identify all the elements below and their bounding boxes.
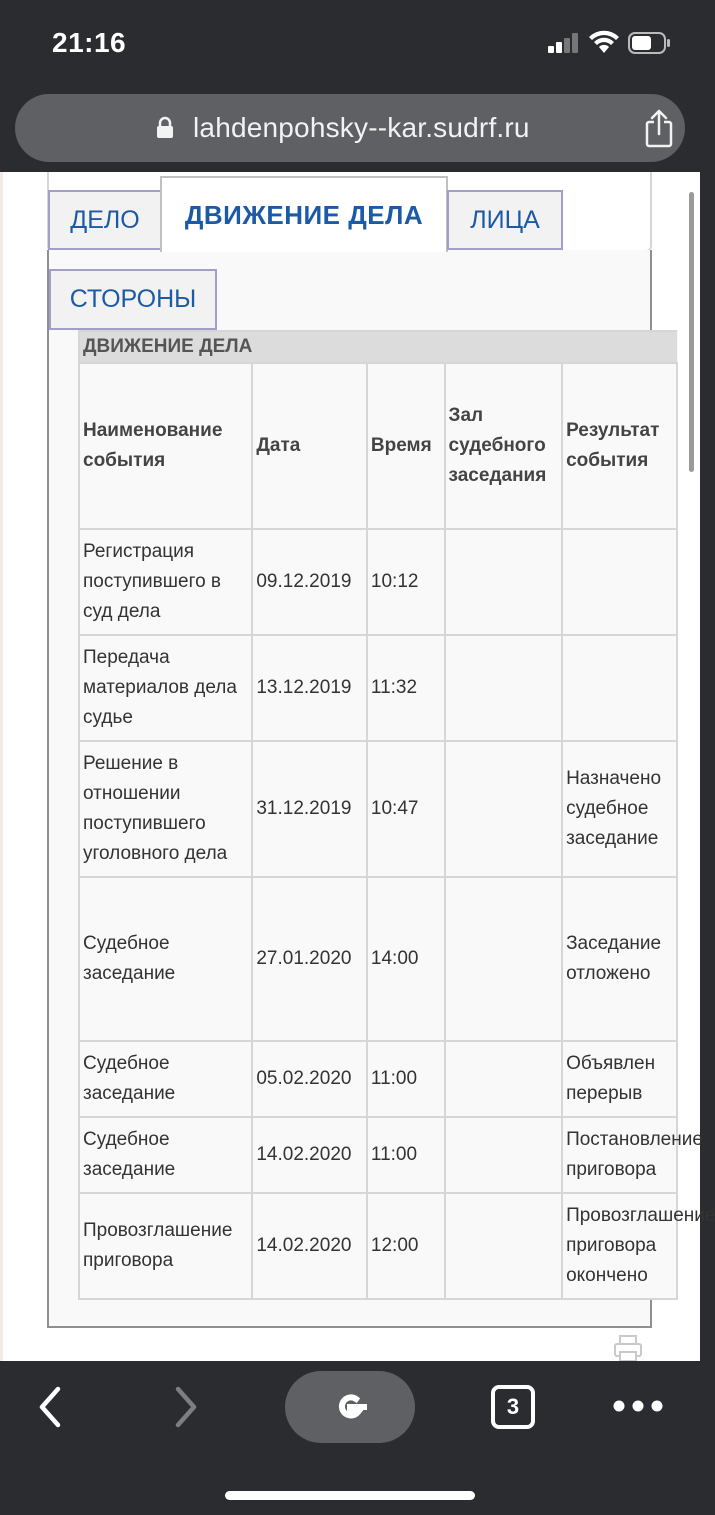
- cell-event: Решение в отношении поступившего уголовного дела: [79, 741, 252, 877]
- cell-hall: [445, 877, 563, 1041]
- cell-time: 11:00: [367, 1041, 445, 1117]
- cell-result: Объявлен перерыв: [562, 1041, 677, 1117]
- cell-hall: [445, 1117, 563, 1193]
- battery-icon: [628, 31, 672, 55]
- cell-result: [562, 529, 677, 635]
- share-icon[interactable]: [643, 108, 675, 148]
- cell-result: Заседание отложено: [562, 877, 677, 1041]
- cell-hall: [445, 635, 563, 741]
- scrollbar-thumb[interactable]: [689, 192, 694, 472]
- back-icon[interactable]: [34, 1385, 66, 1429]
- cell-date: 09.12.2019: [252, 529, 367, 635]
- tab-dvizhenie-dela[interactable]: ДВИЖЕНИЕ ДЕЛА: [160, 176, 448, 252]
- cellular-signal-icon: [548, 33, 580, 53]
- tab-delo[interactable]: ДЕЛО: [48, 190, 162, 250]
- tabs-switcher-button[interactable]: [491, 1385, 535, 1429]
- table-header-row: [79, 363, 677, 529]
- case-movement-table: [78, 330, 715, 1300]
- cell-hall: [445, 1193, 563, 1299]
- status-bar: [0, 0, 700, 90]
- table-row: [79, 529, 677, 635]
- google-g-icon: [330, 1387, 370, 1427]
- case-movement-table-wrap: [78, 330, 715, 1300]
- header-date: Дата: [252, 363, 367, 529]
- cell-result: Назначено судебное заседание: [562, 741, 677, 877]
- cell-date: 14.02.2020: [252, 1193, 367, 1299]
- browser-toolbar: [0, 90, 700, 172]
- table-section-title: ДВИЖЕНИЕ ДЕЛА: [79, 331, 677, 363]
- cell-time: 10:12: [367, 529, 445, 635]
- cell-date: 05.02.2020: [252, 1041, 367, 1117]
- cell-time: 11:32: [367, 635, 445, 741]
- table-row: [79, 1041, 677, 1117]
- cell-result: Постановление приговора: [562, 1117, 677, 1193]
- status-time: 21:16: [52, 27, 127, 58]
- wifi-icon: [588, 30, 620, 54]
- cell-date: 31.12.2019: [252, 741, 367, 877]
- header-time: Время: [367, 363, 445, 529]
- cell-date: 13.12.2019: [252, 635, 367, 741]
- tab-storony[interactable]: СТОРОНЫ: [49, 269, 217, 330]
- cell-result: [562, 635, 677, 741]
- cell-time: 11:00: [367, 1117, 445, 1193]
- print-icon[interactable]: [612, 1334, 644, 1361]
- cell-date: 27.01.2020: [252, 877, 367, 1041]
- page-edge: [0, 172, 3, 1361]
- table-row: [79, 741, 677, 877]
- cell-hall: [445, 741, 563, 877]
- cell-date: 14.02.2020: [252, 1117, 367, 1193]
- cell-time: 14:00: [367, 877, 445, 1041]
- cell-time: 10:47: [367, 741, 445, 877]
- table-row: [79, 635, 677, 741]
- cell-event: Судебное заседание: [79, 877, 252, 1041]
- cell-result: Провозглашение приговора окончено: [562, 1193, 677, 1299]
- header-result: Результат события: [562, 363, 677, 529]
- table-row: [79, 877, 677, 1041]
- cell-event: Регистрация поступившего в суд дела: [79, 529, 252, 635]
- more-icon[interactable]: [612, 1399, 664, 1413]
- cell-event: Судебное заседание: [79, 1117, 252, 1193]
- cell-hall: [445, 1041, 563, 1117]
- home-indicator[interactable]: [225, 1491, 475, 1500]
- cell-event: Провозглашение приговора: [79, 1193, 252, 1299]
- lock-icon: [156, 117, 174, 139]
- header-event: Наименование события: [79, 363, 252, 529]
- url-text: lahdenpohsky--kar.sudrf.ru: [193, 112, 530, 143]
- address-bar[interactable]: [15, 94, 685, 162]
- tab-count: 3: [506, 1394, 520, 1419]
- cell-time: 12:00: [367, 1193, 445, 1299]
- header-hall: Зал судебного заседания: [445, 363, 563, 529]
- tab-litsa[interactable]: ЛИЦА: [447, 190, 563, 250]
- web-page: [0, 172, 715, 1361]
- google-search-button[interactable]: [285, 1371, 415, 1443]
- forward-icon[interactable]: [170, 1385, 202, 1429]
- cell-hall: [445, 529, 563, 635]
- table-row: [79, 1193, 677, 1299]
- cell-event: Передача материалов дела судье: [79, 635, 252, 741]
- cell-event: Судебное заседание: [79, 1041, 252, 1117]
- table-row: [79, 1117, 677, 1193]
- bottom-toolbar: [0, 1361, 700, 1515]
